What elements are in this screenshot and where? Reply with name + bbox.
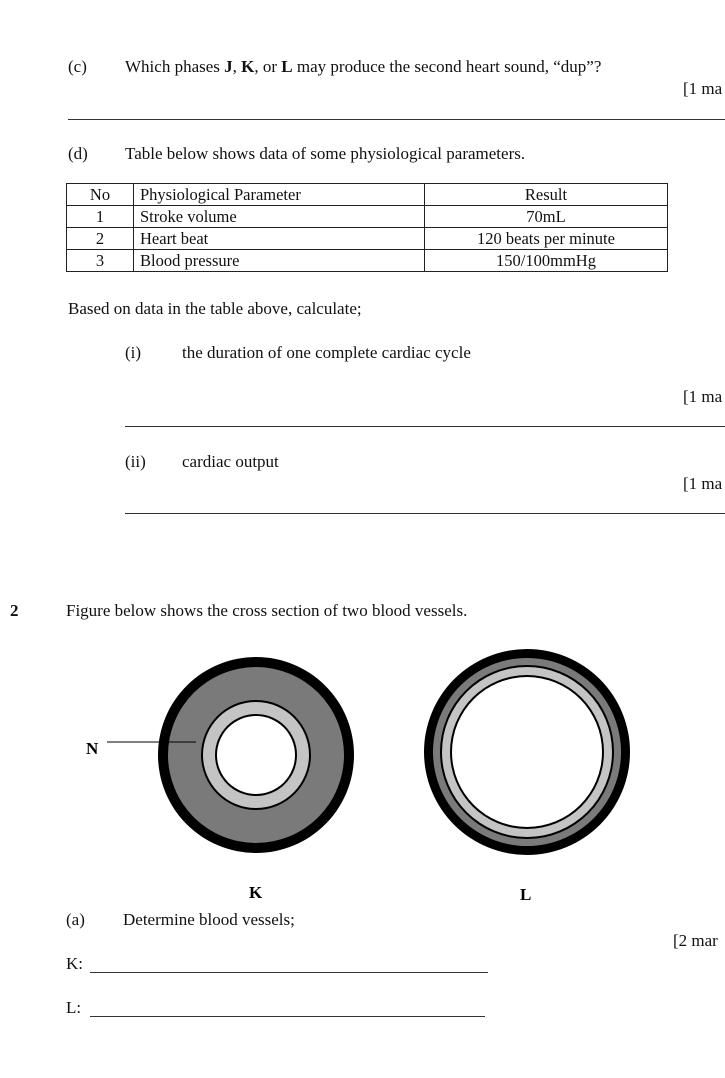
part-d-text: Table below shows data of some physiological parameters. <box>125 144 526 163</box>
row-parameter: Blood pressure <box>134 250 425 272</box>
row-parameter: Stroke volume <box>134 206 425 228</box>
row-no: 3 <box>67 250 134 272</box>
header-parameter: Physiological Parameter <box>134 184 425 206</box>
part-a-text: Determine blood vessels; <box>123 910 295 929</box>
row-result: 150/100mmHg <box>425 250 668 272</box>
part-c-sep1: , <box>232 57 242 76</box>
answer-l-line[interactable] <box>90 1016 485 1017</box>
instruction-text: Based on data in the table above, calculate; <box>68 299 362 318</box>
part-c-pre: Which phases <box>125 57 225 76</box>
part-c-marks: [1 ma <box>683 79 723 98</box>
sub-i-answer-line[interactable] <box>125 426 725 427</box>
phase-l: L <box>281 57 293 76</box>
physiological-parameters-table <box>66 183 668 272</box>
part-c-answer-line[interactable] <box>68 119 725 120</box>
label-n: N <box>86 739 99 758</box>
question-2-number: 2 <box>10 601 19 620</box>
row-parameter: Heart beat <box>134 228 425 250</box>
table-header-row <box>67 184 668 206</box>
table-row <box>67 228 668 250</box>
answer-l-label: L: <box>66 998 82 1017</box>
label-k: K <box>249 883 263 902</box>
vessel-l <box>424 649 630 855</box>
part-c-question <box>125 57 601 77</box>
sub-ii-text: cardiac output <box>182 452 279 471</box>
sub-i-text: the duration of one complete cardiac cycle <box>182 343 471 362</box>
sub-i-label: (i) <box>125 343 142 362</box>
row-no: 2 <box>67 228 134 250</box>
phase-k: K <box>241 57 255 76</box>
answer-k-line[interactable] <box>90 972 488 973</box>
vessel-k-lumen <box>217 716 295 794</box>
table-row <box>67 206 668 228</box>
table-row <box>67 250 668 272</box>
sub-ii-marks: [1 ma <box>683 474 723 493</box>
sub-i-marks: [1 ma <box>683 387 723 406</box>
header-no: No <box>67 184 134 206</box>
blood-vessels-figure <box>0 630 725 910</box>
vessel-l-lumen <box>452 677 602 827</box>
header-result: Result <box>425 184 668 206</box>
row-result: 70mL <box>425 206 668 228</box>
part-c-post: may produce the second heart sound, “dup”? <box>292 57 602 76</box>
row-result: 120 beats per minute <box>425 228 668 250</box>
part-c-label: (c) <box>68 57 87 76</box>
phase-j: J <box>224 57 233 76</box>
label-l: L <box>520 885 532 904</box>
row-no: 1 <box>67 206 134 228</box>
part-c-sep2: , or <box>254 57 282 76</box>
part-d-label: (d) <box>68 144 88 163</box>
part-a-label: (a) <box>66 910 85 929</box>
vessel-k <box>158 657 354 853</box>
part-a-marks: [2 mar <box>673 931 718 950</box>
answer-k-label: K: <box>66 954 83 973</box>
sub-ii-label: (ii) <box>125 452 146 471</box>
question-2-text: Figure below shows the cross section of two blood vessels. <box>66 601 468 620</box>
sub-ii-answer-line[interactable] <box>125 513 725 514</box>
